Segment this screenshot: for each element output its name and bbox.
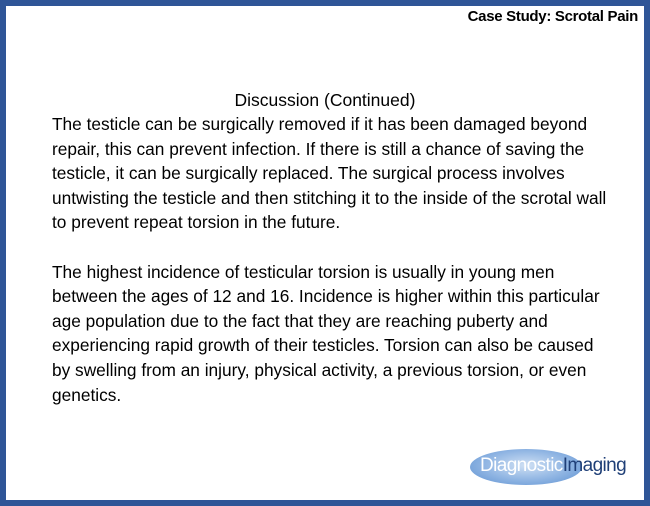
diagnostic-imaging-logo bbox=[470, 447, 630, 487]
logo-text-imaging: Imaging bbox=[562, 455, 627, 476]
body-text bbox=[52, 112, 612, 432]
paragraph-2: The highest incidence of testicular torsion is usually in young men between the ages of 12 and 16. Incidence is higher within this particular age population due to the fact that they are reaching puberty and experiencing rapid growth of their testicles. Torsion can also be caused by swelling from an injury, physical activity, a previous torsion, or even genetics. bbox=[52, 261, 600, 405]
section-heading: Discussion (Continued) bbox=[234, 90, 416, 110]
logo-text-diagnostic: Diagnostic bbox=[480, 455, 563, 476]
slide-header-title: Case Study: Scrotal Pain bbox=[467, 8, 638, 25]
paragraph-1: The testicle can be surgically removed if it has been damaged beyond repair, this can prevent infection. If there is still a chance of saving the testicle, it can be surgically replaced. The surgical process involves untwisting the testicle and then stitching it to the inside of the scrotal wall to prevent repeat torsion in the future. bbox=[52, 114, 607, 233]
logo-text bbox=[480, 455, 626, 477]
